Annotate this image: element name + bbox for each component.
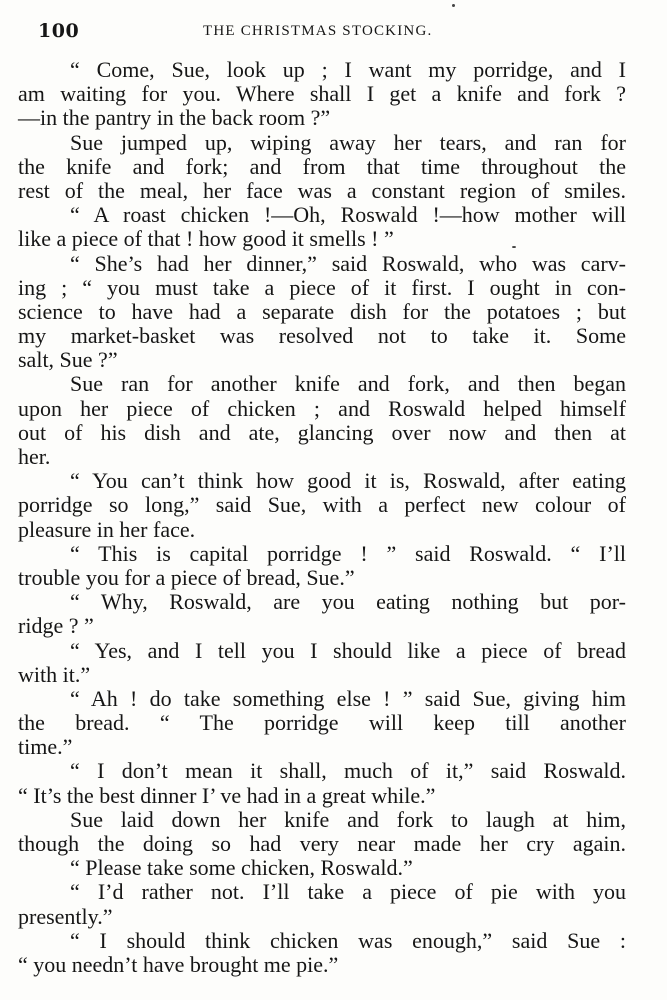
ink-speck bbox=[452, 4, 455, 7]
text-line: “ Come, Sue, look up ; I want my porridge, and I bbox=[70, 57, 626, 82]
text-line: “ It’s the best dinner I’ ve had in a great while.” bbox=[18, 782, 436, 808]
text-line: rest of the meal, her face was a constant region of smiles. bbox=[18, 177, 626, 203]
text-line: with it.” bbox=[18, 661, 91, 687]
text-line: the bread. “ The porridge will keep till another bbox=[18, 710, 626, 736]
text-line: “ Ah ! do take something else ! ” said Sue, giving him bbox=[70, 685, 626, 711]
text-line: ing ; “ you must take a piece of it first. I ought in con- bbox=[18, 274, 626, 300]
text-line: “ you needn’t have brought me pie.” bbox=[18, 951, 339, 977]
text-line: salt, Sue ?” bbox=[18, 347, 118, 373]
text-line: “ I’d rather not. I’ll take a piece of pie with you bbox=[70, 879, 626, 905]
text-line: —in the pantry in the back room ?” bbox=[18, 105, 331, 131]
text-line: out of his dish and ate, glancing over now and then at bbox=[18, 419, 626, 445]
text-line: pleasure in her face. bbox=[18, 516, 196, 542]
text-line: though the doing so had very near made her cry again. bbox=[18, 831, 626, 856]
text-line: the knife and fork; and from that time throughout the bbox=[18, 153, 626, 179]
text-line: “ Why, Roswald, are you eating nothing but por- bbox=[70, 589, 626, 615]
text-line: “ Yes, and I tell you I should like a piece of bread bbox=[70, 637, 626, 663]
text-line: Sue laid down her knife and fork to laugh at him, bbox=[70, 806, 626, 832]
text-line: her. bbox=[18, 444, 51, 469]
text-line: am waiting for you. Where shall I get a knife and fork ? bbox=[18, 81, 626, 107]
text-line: time.” bbox=[18, 734, 73, 760]
text-line: upon her piece of chicken ; and Roswald helped himself bbox=[18, 395, 626, 421]
text-line: like a piece of that ! how good it smells ! ” bbox=[18, 226, 394, 252]
text-line: porridge so long,” said Sue, with a perfect new colour of bbox=[18, 492, 626, 518]
page-header bbox=[38, 18, 634, 48]
text-line: my market-basket was resolved not to take it. Some bbox=[18, 323, 626, 349]
text-line: “ I don’t mean it shall, much of it,” said Roswald. bbox=[70, 758, 626, 784]
text-line: “ Please take some chicken, Roswald.” bbox=[70, 855, 413, 881]
text-line: presently.” bbox=[18, 903, 113, 929]
text-line: trouble you for a piece of bread, Sue.” bbox=[18, 564, 355, 590]
text-line: Sue ran for another knife and fork, and then began bbox=[70, 371, 626, 397]
body-text bbox=[18, 58, 626, 977]
text-line: ridge ? ” bbox=[18, 613, 94, 639]
running-head: THE CHRISTMAS STOCKING. bbox=[203, 23, 433, 39]
text-line: “ This is capital porridge ! ” said Roswald. “ I’ll bbox=[70, 540, 626, 566]
page-number: 100 bbox=[38, 20, 80, 42]
text-line: “ I should think chicken was enough,” said Sue : bbox=[70, 927, 626, 953]
text-line: Sue jumped up, wiping away her tears, and ran for bbox=[70, 129, 626, 155]
text-line: “ A roast chicken !—Oh, Roswald !—how mother will bbox=[70, 202, 626, 228]
text-line: “ She’s had her dinner,” said Roswald, who was carv- bbox=[70, 250, 626, 276]
text-line: “ You can’t think how good it is, Roswald, after eating bbox=[70, 468, 626, 494]
text-line: science to have had a separate dish for the potatoes ; but bbox=[18, 298, 626, 324]
